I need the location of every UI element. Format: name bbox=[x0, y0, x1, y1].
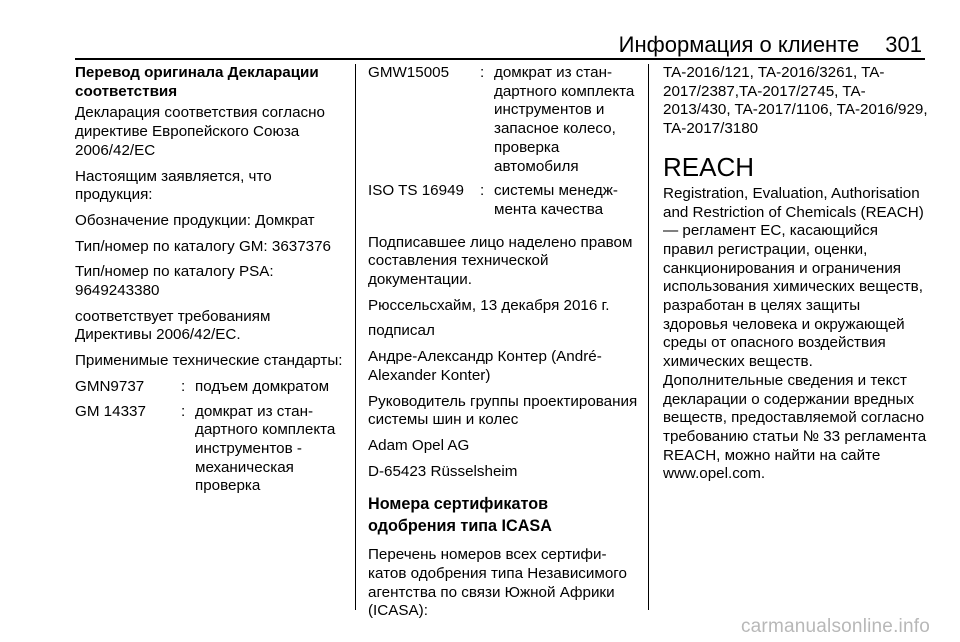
standard-row bbox=[75, 403, 343, 497]
paragraph: Применимые технические стандарты: bbox=[75, 352, 343, 370]
standard-row bbox=[75, 378, 343, 397]
standard-separator: : bbox=[480, 64, 485, 81]
section-heading-icasa: Номера сертификатов одобрения типа ICASA bbox=[368, 495, 552, 536]
standard-row bbox=[368, 182, 638, 219]
header-rule bbox=[75, 58, 925, 60]
paragraph: соответствует требованиям Директивы 2006/42/EC. bbox=[75, 307, 271, 344]
paragraph: Руководитель группы проектирования системы шин и колес bbox=[368, 392, 638, 429]
section-heading-declaration: Перевод оригинала Декларации соответствия bbox=[75, 64, 319, 100]
standard-description: подъем домкратом bbox=[195, 377, 330, 395]
standard-code: ISO TS 16949 bbox=[368, 182, 464, 200]
standard-description: системы менеджмента качества bbox=[494, 182, 618, 218]
standard-description: домкрат из стандартного комплекта инструментов и запасное колесо, проверка автомобиля bbox=[494, 64, 635, 175]
standard-row bbox=[368, 64, 638, 176]
standard-separator: : bbox=[181, 377, 186, 395]
paragraph: Тип/номер по каталогу GM: 3637376 bbox=[75, 237, 331, 255]
standard-code: GMN9737 bbox=[75, 377, 145, 395]
paragraph: Рюссельсхайм, 13 декабря 2016 г. bbox=[368, 296, 610, 314]
standard-description: домкрат из стандартного комплекта инструментов - механическая проверка bbox=[195, 402, 336, 495]
paragraph: Тип/номер по каталогу PSA: 9649243380 bbox=[75, 263, 274, 300]
certificate-numbers: TA-2016/121, TA-2016/3261, TA-2017/2387,TA-2017/2745, TA-2013/430, TA-2017/1106, TA-2016/929, TA-2017/3180 bbox=[663, 64, 928, 138]
section-heading-reach: REACH bbox=[663, 151, 755, 182]
standard-code: GM 14337 bbox=[75, 402, 146, 420]
column-divider bbox=[648, 64, 649, 610]
page-number: 301 bbox=[885, 32, 922, 57]
paragraph: Перечень номеров всех сертификатов одобрения типа Независимого агентства по связи Южной Африки (ICASA): bbox=[368, 546, 627, 620]
column-divider bbox=[355, 64, 356, 610]
paragraph: Adam Opel AG bbox=[368, 436, 470, 454]
standard-code: GMW15005 bbox=[368, 64, 450, 81]
page-header bbox=[75, 30, 922, 56]
paragraph: Registration, Evaluation, Authorisation and Restriction of Chemicals (REACH) — регламент ЕС, касающийся правил регистрации, оценки, санкционирования и ограничения использования химических веществ, разработан в целях защиты здоровья человека и окружающей среды от опасного воздействия химических веществ. Дополнительные сведения и текст декларации о содержании вредных веществ, предоставляемой согласно требованию статьи № 33 регламента REACH, можно найти на сайте www.opel.com. bbox=[663, 184, 927, 483]
paragraph: D-65423 Rüsselsheim bbox=[368, 462, 518, 480]
paragraph: Декларация соответствия согласно директиве Европейского Союза 2006/42/EC bbox=[75, 104, 325, 159]
watermark-text: carmanualsonline.info bbox=[740, 616, 930, 637]
standard-separator: : bbox=[181, 402, 186, 420]
paragraph: Настоящим заявляется, что продукция: bbox=[75, 167, 272, 204]
paragraph: Подписавшее лицо наделено правом составления технической документации. bbox=[368, 233, 633, 289]
column-1 bbox=[75, 64, 343, 502]
column-2 bbox=[368, 64, 638, 628]
paragraph: Обозначение продукции: Домкрат bbox=[75, 211, 315, 229]
column-3 bbox=[663, 64, 928, 491]
page-title: Информация о клиенте bbox=[618, 32, 860, 57]
paragraph: подписал bbox=[368, 322, 435, 340]
paragraph: Андре-Александр Контер (André-Alexander Konter) bbox=[368, 348, 602, 384]
standard-separator: : bbox=[480, 182, 485, 200]
